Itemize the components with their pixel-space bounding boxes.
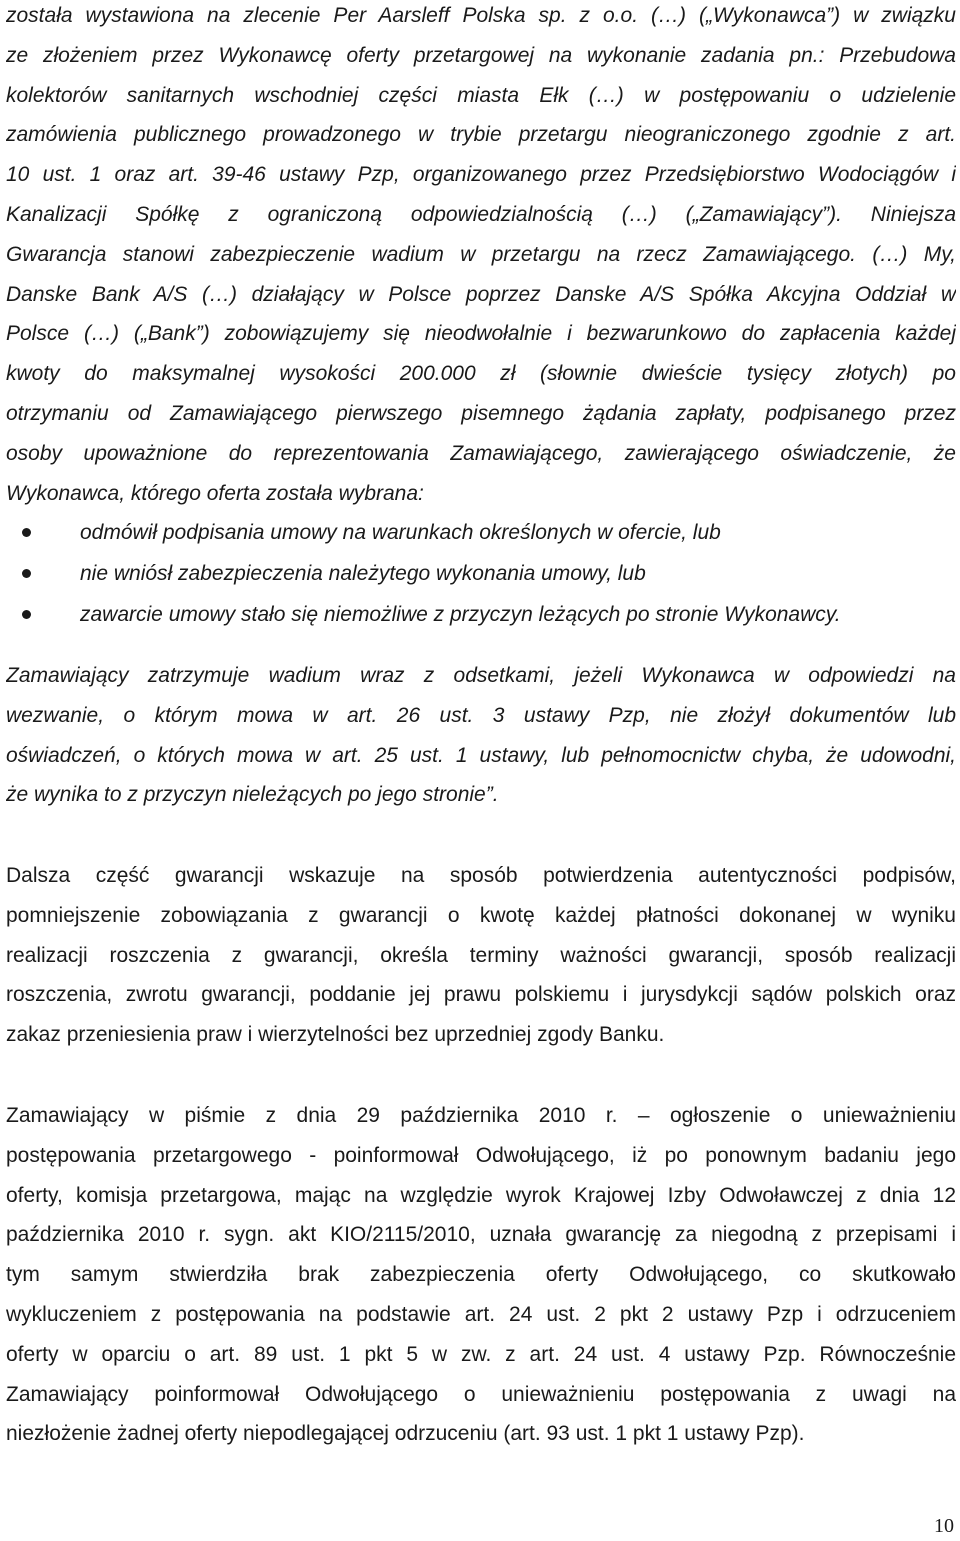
list-item [6,553,956,594]
text-line: Zamawiający poinformował Odwołującego o unieważnieniu postępowania z uwagi na [6,1382,956,1406]
text-line: wezwanie, o którym mowa w art. 26 ust. 3 ustawy Pzp, nie złożył dokumentów lub [6,703,956,727]
text-line: ze złożeniem przez Wykonawcę oferty przetargowej na wykonanie zadania pn.: Przebudowa [6,43,956,67]
text-line: kwoty do maksymalnej wysokości 200.000 zł (słownie dwieście tysięcy złotych) po [6,362,956,386]
text-line: zamówienia publicznego prowadzonego w trybie przetargu nieograniczonego zgodnie z art. [6,123,956,147]
bullet-icon [22,610,31,619]
text-line: Wykonawca, którego oferta została wybrana: [6,481,424,505]
text-line: osoby upoważnione do reprezentowania Zamawiającego, zawierającego oświadczenie, że [6,441,956,465]
text-line: że wynika to z przyczyn nieleżących po jego stronie”. [6,783,499,807]
list-item-text: nie wniósł zabezpieczenia należytego wykonania umowy, lub [80,562,646,585]
text-line: Kanalizacji Spółkę z ograniczoną odpowiedzialnością (…) („Zamawiający”). Niniejsza [6,202,956,226]
text-line: realizacji roszczenia z gwarancji, określa terminy ważności gwarancji, sposób realizacji [6,943,956,967]
text-line: oświadczeń, o których mowa w art. 25 ust. 1 ustawy, lub pełnomocnictw chyba, że udowodni, [6,743,956,767]
cancellation-notice-paragraph [6,1096,956,1454]
list-item-text: odmówił podpisania umowy na warunkach określonych w ofercie, lub [80,521,721,544]
text-line: niezłożenie żadnej oferty niepodlegającej odrzuceniu (art. 93 ust. 1 pkt 1 ustawy Pzp). [6,1422,805,1446]
text-line: otrzymaniu od Zamawiającego pierwszego pisemnego żądania zapłaty, podpisanego przez [6,401,956,425]
text-line: została wystawiona na zlecenie Per Aarsleff Polska sp. z o.o. (…) („Wykonawca”) w związku [6,4,956,27]
text-line: wykluczeniem z postępowania na podstawie art. 24 ust. 2 pkt 2 ustawy Pzp i odrzuceniem [6,1302,956,1326]
bullet-icon [22,569,31,578]
text-line: postępowania przetargowego - poinformował Odwołującego, iż po ponownym badaniu jego [6,1143,956,1167]
bullet-icon [22,528,31,537]
text-line: października 2010 r. sygn. akt KIO/2115/2010, uznała gwarancję za niegodną z przepisami i [6,1223,956,1247]
text-line: 10 ust. 1 oraz art. 39-46 ustawy Pzp, organizowanego przez Przedsiębiorstwo Wodociągów i [6,163,956,187]
text-line: oferty, komisja przetargowa, mając na względzie wyrok Krajowej Izby Odwoławczej z dnia 12 [6,1183,956,1207]
text-line: Dalsza część gwarancji wskazuje na sposób potwierdzenia autentyczności podpisów, [6,864,956,887]
text-line: roszczenia, zwrotu gwarancji, poddanie jej prawu polskiemu i jurysdykcji sądów polskich oraz [6,983,956,1007]
quoted-retention-paragraph [6,656,956,815]
text-line: kolektorów sanitarnych wschodniej części miasta Ełk (…) w postępowaniu o udzielenie [6,83,956,107]
conditions-list [6,512,956,635]
text-line: pomniejszenie zobowiązania z gwarancji o kwotę każdej płatności dokonanej w wyniku [6,903,956,927]
guarantee-description-paragraph [6,856,956,1055]
text-line: Danske Bank A/S (…) działający w Polsce poprzez Danske A/S Spółka Akcyjna Oddział w [6,282,956,306]
quoted-guarantee-paragraph [6,0,956,513]
text-line: tym samym stwierdziła brak zabezpieczenia oferty Odwołującego, co skutkowało [6,1263,956,1287]
list-item-text: zawarcie umowy stało się niemożliwe z przyczyn leżących po stronie Wykonawcy. [80,603,841,626]
list-item [6,512,956,553]
text-line: Gwarancja stanowi zabezpieczenie wadium w przetargu na rzecz Zamawiającego. (…) My, [6,242,956,266]
text-line: Zamawiający w piśmie z dnia 29 października 2010 r. – ogłoszenie o unieważnieniu [6,1104,956,1127]
text-line: zakaz przeniesienia praw i wierzytelności bez uprzedniej zgody Banku. [6,1023,665,1047]
text-line: oferty w oparciu o art. 89 ust. 1 pkt 5 w zw. z art. 24 ust. 4 ustawy Pzp. Równocześnie [6,1342,956,1366]
text-line: Polsce (…) („Bank”) zobowiązujemy się nieodwołalnie i bezwarunkowo do zapłacenia każdej [6,322,956,346]
page-number: 10 [934,1515,954,1537]
text-line: Zamawiający zatrzymuje wadium wraz z odsetkami, jeżeli Wykonawca w odpowiedzi na [6,664,956,687]
list-item [6,594,956,635]
